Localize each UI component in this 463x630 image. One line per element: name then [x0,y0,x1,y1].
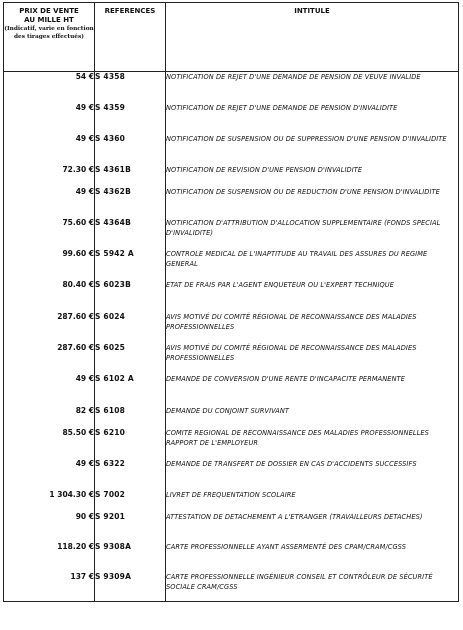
row-price: 137 € [4,572,95,602]
row-price: 75.60 € [4,218,95,249]
row-reference: S 9201 [95,512,166,542]
row-intitule [166,374,459,406]
table-row [4,312,459,343]
row-intitule-text: ATTESTATION DE DETACHEMENT A L'ETRANGER (TRAVAILLEURS DETACHES) [166,512,423,521]
table-row [4,542,459,572]
row-intitule [166,165,459,187]
row-intitule-text: CARTE PROFESSIONNELLE INGÉNIEUR CONSEIL ET CONTRÔLEUR DE SÉCURITÉ SOCIALE CRAM/CGSS [166,572,433,591]
row-intitule-text: NOTIFICATION DE SUSPENSION OU DE REDUCTION D'UNE PENSION D'INVALIDITE [166,187,440,196]
row-price: 49 € [4,187,95,218]
row-intitule [166,72,459,103]
header-price-line1: PRIX DE VENTE [19,7,79,15]
row-intitule-text: DEMANDE DE TRANSFERT DE DOSSIER EN CAS D'ACCIDENTS SUCCESSIFS [166,459,417,468]
table-header-row [4,3,459,72]
row-intitule-text: NOTIFICATION DE REVISION D'UNE PENSION D'INVALIDITE [166,165,363,174]
row-intitule-text: CONTROLE MEDICAL DE L'INAPTITUDE AU TRAVAIL DES ASSURES DU REGIME GENERAL [166,249,428,268]
row-price: 287.60 € [4,343,95,374]
row-intitule [166,312,459,343]
row-price: 90 € [4,512,95,542]
table-row [4,187,459,218]
row-intitule-text: NOTIFICATION DE SUSPENSION OU DE SUPPRESSION D'UNE PENSION D'INVALIDITE [166,134,447,143]
row-price: 49 € [4,374,95,406]
row-price: 49 € [4,459,95,490]
row-reference: S 4362B [95,187,166,218]
table-row [4,512,459,542]
row-intitule-text: ETAT DE FRAIS PAR L'AGENT ENQUETEUR OU L'EXPERT TECHNIQUE [166,280,394,289]
row-price: 99.60 € [4,249,95,280]
row-price: 118.20 € [4,542,95,572]
table-row [4,459,459,490]
row-intitule [166,103,459,134]
row-reference: S 7002 [95,490,166,512]
table-row [4,218,459,249]
row-intitule [166,218,459,249]
row-intitule-text: LIVRET DE FREQUENTATION SCOLAIRE [166,490,296,499]
table-row [4,72,459,103]
row-intitule [166,134,459,165]
row-reference: S 6023B [95,280,166,312]
table-row [4,343,459,374]
table-body [4,72,459,602]
row-price: 82 € [4,406,95,428]
row-intitule [166,490,459,512]
row-reference: S 6024 [95,312,166,343]
row-intitule [166,459,459,490]
row-reference: S 9308A [95,542,166,572]
row-intitule-text: CARTE PROFESSIONNELLE AYANT ASSERMENTÉ DES CPAM/CRAM/CGSS [166,542,407,551]
row-reference: S 5942 A [95,249,166,280]
row-intitule [166,542,459,572]
row-price: 287.60 € [4,312,95,343]
row-reference: S 6322 [95,459,166,490]
row-price: 1 304.30 € [4,490,95,512]
row-intitule [166,187,459,218]
row-intitule [166,512,459,542]
row-price: 80.40 € [4,280,95,312]
row-reference: S 4358 [95,72,166,103]
row-intitule-text: AVIS MOTIVÉ DU COMITÉ RÉGIONAL DE RECONNAISSANCE DES MALADIES PROFESSIONNELLES [166,343,417,362]
table-row [4,165,459,187]
row-price: 85.50 € [4,428,95,459]
row-intitule-text: NOTIFICATION DE REJET D'UNE DEMANDE DE PENSION DE VEUVE INVALIDE [166,73,421,81]
row-intitule [166,280,459,312]
row-intitule-text: DEMANDE DU CONJOINT SURVIVANT [166,406,290,415]
row-reference: S 6102 A [95,374,166,406]
row-reference: S 9309A [95,572,166,602]
row-intitule-text: NOTIFICATION DE REJET D'UNE DEMANDE DE PENSION D'INVALIDITE [166,103,398,112]
row-reference: S 6025 [95,343,166,374]
row-intitule [166,343,459,374]
row-reference: S 4361B [95,165,166,187]
row-intitule [166,249,459,280]
row-intitule-text: DEMANDE DE CONVERSION D'UNE RENTE D'INCAPACITE PERMANENTE [166,374,405,383]
row-reference: S 4360 [95,134,166,165]
row-intitule-text: COMITE REGIONAL DE RECONNAISSANCE DES MALADIES PROFESSIONNELLES RAPPORT DE L'EMPLOYEUR [166,428,429,447]
header-price [4,3,95,72]
price-table [3,2,459,602]
row-reference: S 6210 [95,428,166,459]
row-intitule-text: AVIS MOTIVÉ DU COMITÉ RÉGIONAL DE RECONNAISSANCE DES MALADIES PROFESSIONNELLES [166,312,417,331]
row-reference: S 6108 [95,406,166,428]
table-row [4,406,459,428]
table-row [4,103,459,134]
header-price-note: (Indicatif, varie en fonction des tirages effectués) [4,26,94,40]
row-intitule [166,406,459,428]
row-price: 49 € [4,134,95,165]
table-row [4,280,459,312]
row-reference: S 4359 [95,103,166,134]
row-price: 49 € [4,103,95,134]
table-row [4,428,459,459]
header-price-line2: AU MILLE HT [24,16,74,24]
row-price: 54 € [4,72,95,103]
row-intitule [166,428,459,459]
header-intitule: INTITULE [166,3,459,72]
row-intitule [166,572,459,602]
table-row [4,572,459,602]
row-price: 72.30 € [4,165,95,187]
row-intitule-text: NOTIFICATION D'ATTRIBUTION D'ALLOCATION SUPPLEMENTAIRE (FONDS SPECIAL D'INVALIDITE) [166,218,441,237]
table-row [4,490,459,512]
table-row [4,134,459,165]
table-row [4,249,459,280]
header-references: REFERENCES [95,3,166,72]
row-reference: S 4364B [95,218,166,249]
table-row [4,374,459,406]
